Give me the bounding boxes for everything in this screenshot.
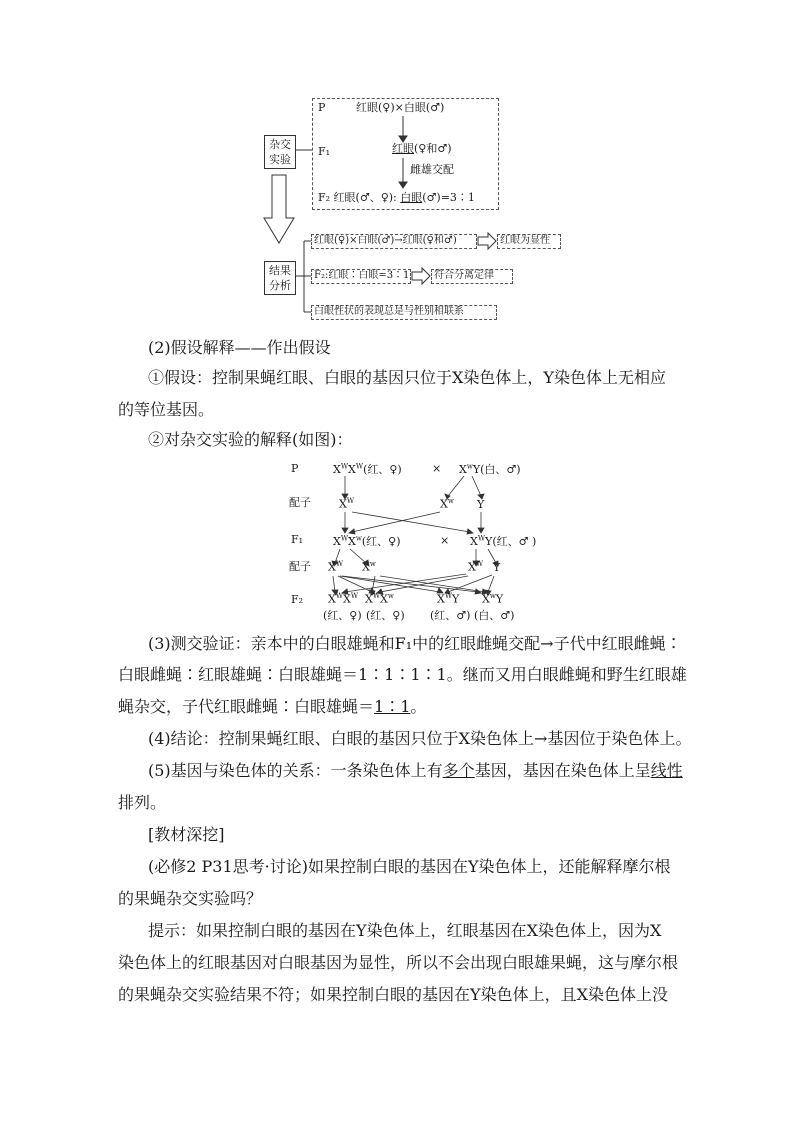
f2-note-3: (红、♂) <box>430 609 471 622</box>
f2-genotype-1: $X^WX^W$ <box>328 592 359 606</box>
analysis-1: 红眼(♀)×白眼(♂)→红眼(♀和♂) <box>311 234 477 249</box>
testcross-line-1: (3)测交验证：亲本中的白眼雄蝇和F₁中的红眼雌蝇交配→子代中红眼雌蝇∶ <box>148 634 682 653</box>
f1-male-genotype: $X^WY$(红、♂ ) <box>470 534 537 548</box>
p-label: P <box>318 101 326 114</box>
p-gamete-xw-male: $X^w$ <box>440 497 454 511</box>
f1-label: F₁ <box>318 145 331 158</box>
analysis-3: 白眼性状的表现总是与性别相联系 <box>311 305 497 320</box>
relation-line-1: (5)基因与染色体的关系：一条染色体上有多个基因，基因在染色体上呈线性 <box>148 761 683 780</box>
f1-female-genotype: $X^WX^w$(红、♀) <box>333 534 401 548</box>
p-female-genotype: $X^WX^W$(红、♀) <box>333 462 402 476</box>
f2-genotype-3: $X^WY$ <box>437 592 460 606</box>
hypothesis-1: ①假设：控制果蝇红眼、白眼的基因只位于X染色体上，Y染色体上无相应的等位基因。 <box>118 368 666 419</box>
textbook-dig-title: [教材深挖] <box>148 825 225 844</box>
p-male-genotype: $X^wY$(白、♂) <box>459 462 521 476</box>
f1-cross-sign: × <box>440 534 450 547</box>
f2-genotype-4: $X^wY$ <box>482 592 504 606</box>
relation-line-2: 排列。 <box>118 793 167 812</box>
gen-p-label: P <box>291 462 299 475</box>
result-box: 结果 分析 <box>264 261 296 295</box>
question-line-2: 的果蝇杂交实验吗？ <box>118 889 263 908</box>
p-gamete-xw-female: $X^W$ <box>339 497 355 511</box>
hypothesis-title: (2)假设解释——作出假设 <box>148 338 331 357</box>
hint-line-3: 的果蝇杂交实验结果不符；如果控制白眼的基因在Y染色体上，且X染色体上没 <box>118 985 668 1004</box>
f2-result: F₂ 红眼(♂、♀): 白眼(♂)=3∶1 <box>318 191 475 204</box>
conclusion-1: 红眼为显性 <box>497 234 561 249</box>
hypothesis-2: ②对杂交实验的解释(如图)： <box>148 430 353 449</box>
f2-note-4: (白、♂) <box>474 609 515 622</box>
analysis-2: F₂:红眼∶白眼=3∶1 <box>311 269 411 284</box>
gen-gamete-label-1: 配子 <box>289 496 311 509</box>
conclusion-2: 符合分离定律 <box>431 269 513 284</box>
mating-label: 雌雄交配 <box>410 163 454 176</box>
cross-box: 杂交 实验 <box>264 135 296 169</box>
conclusion-line: (4)结论：控制果蝇红眼、白眼的基因只位于X染色体上→基因位于染色体上。 <box>148 729 692 748</box>
p-cross-sign: × <box>432 462 442 475</box>
p-gamete-y: Y <box>477 498 485 511</box>
testcross-line-3: 蝇杂交，子代红眼雌蝇∶白眼雄蝇＝1∶1。 <box>118 697 427 716</box>
hint-line-2: 染色体上的红眼基因对白眼基因为显性，所以不会出现白眼雄果蝇，这与摩尔根 <box>118 953 679 972</box>
f2-note-1: (红、♀) <box>323 609 362 622</box>
question-line-1: (必修2 P31思考·讨论)如果控制白眼的基因在Y染色体上，还能解释摩尔根 <box>148 857 671 876</box>
f2-genotype-2: $X^WX^w$ <box>365 592 394 606</box>
gen-f1-label: F₁ <box>291 533 304 546</box>
f1-gamete-xw-male: $X^W$ <box>468 560 484 574</box>
f1-result: 红眼(♀和♂) <box>392 142 452 155</box>
gen-f2-label: F₂ <box>291 593 304 606</box>
gen-gamete-label-2: 配子 <box>289 560 311 573</box>
f1-gamete-xw-1: $X^W$ <box>328 560 344 574</box>
hint-line-1: 提示：如果控制白眼的基因在Y染色体上，红眼基因在X染色体上，因为X <box>148 921 662 940</box>
f1-gamete-xw-2: $X^w$ <box>362 560 376 574</box>
f1-gamete-y: Y <box>493 561 501 574</box>
f2-note-2: (红、♀) <box>366 609 405 622</box>
p-cross: 红眼(♀)×白眼(♂) <box>356 101 445 114</box>
testcross-line-2: 白眼雌蝇∶红眼雄蝇∶白眼雄蝇＝1∶1∶1∶1。继而又用白眼雌蝇和野生红眼雄 <box>118 665 687 684</box>
